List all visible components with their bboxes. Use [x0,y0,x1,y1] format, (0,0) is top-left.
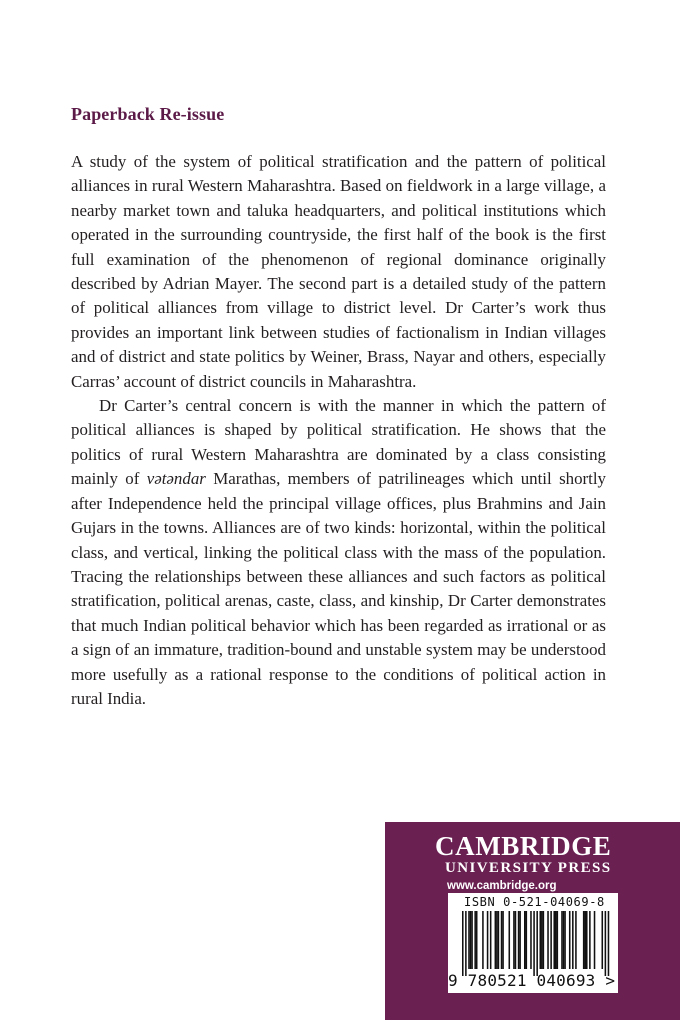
barcode-bar [465,911,467,976]
barcode-bar [572,911,574,969]
blurb-paragraph-2-end: Marathas, members of patrilineages which until shortly after Independence held the principal village offices, plus Brahmins and Jain Gujars in the towns. Alliances are of two kinds: horizontal, within the political class, and vertical, linking the political class with the mass of the population. Tracing the relationships between these alliances and such factors as political stratification, political arenas, caste, class, and kinship, Dr Carter demonstrates that much Indian political behavior which has been regarded as irrational or as a sign of an immature, tradition-bound and unstable system may be understood more usefully as a rational response to the conditions of political action in rural India. [71,469,606,708]
blurb-paragraph-1: A study of the system of political stratification and the pattern of political alliances in rural Western Maharashtra. Based on fieldwork in a large village, a nearby market town and taluka headquarters, and political institutions which operated in the surrounding countryside, the first half of the book is the first full examination of the phenomenon of regional dominance originally described by Adrian Mayer. The second part is a detailed study of the pattern of political alliances from village to district level. Dr Carter’s work thus provides an important link between studies of factionalism in Indian villages and of district and state politics by Weiner, Brass, Nayar and others, especially Carras’ account of district councils in Maharashtra. [71,152,606,391]
barcode-digits: 9 780521 040693 > [448,971,616,990]
isbn-label: ISBN 0-521-04069-8 [464,895,605,909]
barcode-bar [502,911,504,969]
barcode-bar [487,911,489,969]
barcode-bar [553,911,555,969]
barcode-bar [543,911,545,969]
barcode-bar [561,911,563,969]
barcode-bar [563,911,565,969]
barcode-bar [474,911,476,969]
barcode-bar [509,911,511,969]
barcode-bar [594,911,596,969]
barcode-bar [608,911,610,976]
blurb-paragraph-2 [71,394,606,711]
barcode-bar [555,911,557,969]
barcode-bar [583,911,585,969]
barcode-bar [575,911,577,969]
barcode-bar [519,911,521,969]
barcode-bar [496,911,498,969]
barcode-bar [471,911,473,969]
barcode-bar [476,911,478,969]
barcode-bar [584,911,586,969]
blurb-text [71,150,606,711]
barcode-bar [569,911,571,969]
publisher-website: www.cambridge.org [447,880,557,892]
barcode-bar [526,911,528,969]
barcode-bar [470,911,472,969]
barcode-bar [495,911,497,969]
barcode-bar [547,911,549,969]
barcode-bar [536,911,538,976]
barcode-bar [586,911,588,969]
publisher-logo-subtitle: UNIVERSITY PRESS [445,860,612,876]
barcode-bar [468,911,470,969]
barcode-bar [557,911,559,969]
barcode-bar [541,911,543,969]
barcode-box [448,893,618,993]
barcode-bar [602,911,604,969]
barcode-bar [524,911,526,969]
barcode-bar [498,911,500,969]
blurb-italic-term: vətəndar [146,469,206,489]
barcode-bar [490,911,492,969]
blurb-paragraph-2-start: Dr Carter’s central concern is with the manner in which the pattern of political alliances is shaped by political stratification. He shows that the politics of rural Western Maharashtra are dominated by a class consisting mainly of [71,396,606,489]
barcode-bar [501,911,503,969]
barcode-bar [550,911,552,969]
barcode-bar [533,911,535,976]
barcode-bar [540,911,542,969]
barcode-bar [482,911,484,969]
barcode-bar [513,911,515,969]
publisher-logo-name: CAMBRIDGE [435,831,612,861]
barcode-bar [564,911,566,969]
barcode-bar [462,911,464,976]
barcode-bar [518,911,520,969]
barcode-bar [589,911,591,969]
barcode-bar [515,911,517,969]
barcode-bar [530,911,532,969]
cover-heading: Paperback Re-issue [71,104,225,124]
barcode-bar [605,911,607,976]
